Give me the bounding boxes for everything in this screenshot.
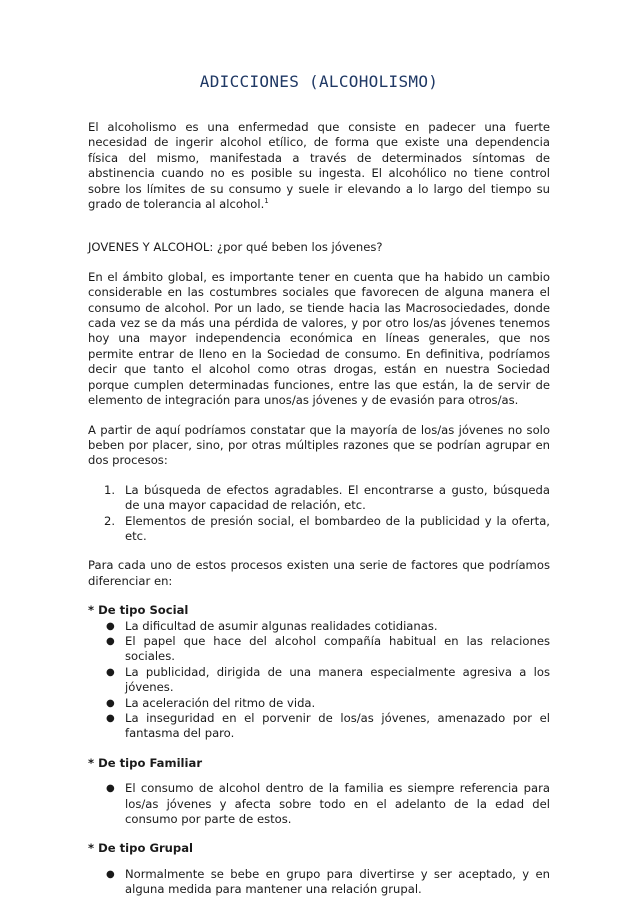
familiar-factors-list	[88, 781, 550, 827]
list-item	[88, 483, 550, 514]
bullet-icon: ●	[106, 620, 115, 632]
bullet-icon: ●	[106, 635, 115, 647]
list-item	[88, 619, 550, 634]
list-item-text: Elementos de presión social, el bombardeo de la publicidad y la oferta, etc.	[125, 513, 550, 543]
grupal-heading: * De tipo Grupal	[88, 841, 194, 856]
paragraph-processes-intro: A partir de aquí podríamos constatar que la mayoría de los/as jóvenes no solo beben por placer, sino, por otras múltiples razones que se podrían agrupar en dos procesos:	[88, 422, 550, 468]
list-item	[88, 781, 550, 827]
intro-paragraph	[88, 120, 550, 212]
paragraph-factors-intro: Para cada uno de estos procesos existen una serie de factores que podríamos diferenciar en:	[88, 558, 550, 588]
list-number: 2.	[104, 513, 116, 528]
list-item	[88, 696, 550, 711]
section-subheading: JOVENES Y ALCOHOL: ¿por qué beben los jóvenes?	[88, 240, 383, 255]
page-title: ADICCIONES (ALCOHOLISMO)	[199, 72, 439, 91]
list-item	[88, 867, 550, 898]
list-item-text: La publicidad, dirigida de una manera especialmente agresiva a los jóvenes.	[125, 664, 550, 695]
document-body	[88, 120, 550, 898]
familiar-heading: * De tipo Familiar	[88, 755, 203, 770]
bullet-icon: ●	[106, 783, 115, 795]
footnote-marker: 1	[264, 197, 269, 206]
list-item-text: La aceleración del ritmo de vida.	[125, 695, 316, 710]
list-item-text: La inseguridad en el porvenir de los/as jóvenes, amenazado por el fantasma del paro.	[125, 711, 550, 741]
bullet-icon: ●	[106, 666, 115, 678]
list-item-text: El consumo de alcohol dentro de la familia es siempre referencia para los/as jóvenes y afecta sobre todo en el adelanto de la edad del consumo por parte de estos.	[125, 781, 550, 827]
grupal-factors-list	[88, 867, 550, 898]
intro-text: El alcoholismo es una enfermedad que consiste en padecer una fuerte necesidad de ingerir alcohol etílico, de forma que existe una dependencia física del mismo, manifestada a través de determinados síntomas de abstinencia cuando no es posible su ingesta. El alcohólico no tiene control sobre los límites de su consumo y suele ir elevando a lo largo del tiempo su grado de tolerancia al alcohol.	[88, 120, 550, 212]
bullet-icon: ●	[106, 713, 115, 724]
paragraph-context: En el ámbito global, es importante tener en cuenta que ha habido un cambio considerable en las costumbres sociales que favorecen de alguna manera el consumo de alcohol. Por un lado, se tiende hacia las Macrosociedades, donde cada vez se da más una pérdida de valores, y por otro los/as jóvenes tenemos hoy una mayor independencia económica en líneas generales, que nos permite entrar de lleno en la Sociedad de consumo. En definitiva, podríamos decir que tanto el alcohol como otras drogas, están en nuestra Sociedad porque cumplen determinadas funciones, entre las que están, la de servir de elemento de integración para unos/as jóvenes y de evasión para otros/as.	[88, 269, 550, 408]
bullet-icon: ●	[106, 697, 115, 709]
social-heading: * De tipo Social	[88, 603, 189, 618]
list-item-text: La dificultad de asumir algunas realidades cotidianas.	[125, 618, 438, 633]
processes-list	[88, 483, 550, 545]
list-number: 1.	[104, 482, 116, 497]
list-item	[88, 665, 550, 696]
list-item	[88, 514, 550, 545]
list-item-text: La búsqueda de efectos agradables. El encontrarse a gusto, búsqueda de una mayor capacidad de relación, etc.	[125, 482, 550, 513]
list-item	[88, 634, 550, 665]
bullet-icon: ●	[106, 868, 115, 880]
list-item	[88, 711, 550, 742]
list-item-text: El papel que hace del alcohol compañía habitual en las relaciones sociales.	[125, 633, 550, 664]
social-factors-list	[88, 619, 550, 742]
list-item-text: Normalmente se bebe en grupo para divertirse y ser aceptado, y en alguna medida para mantener una relación grupal.	[125, 866, 550, 897]
